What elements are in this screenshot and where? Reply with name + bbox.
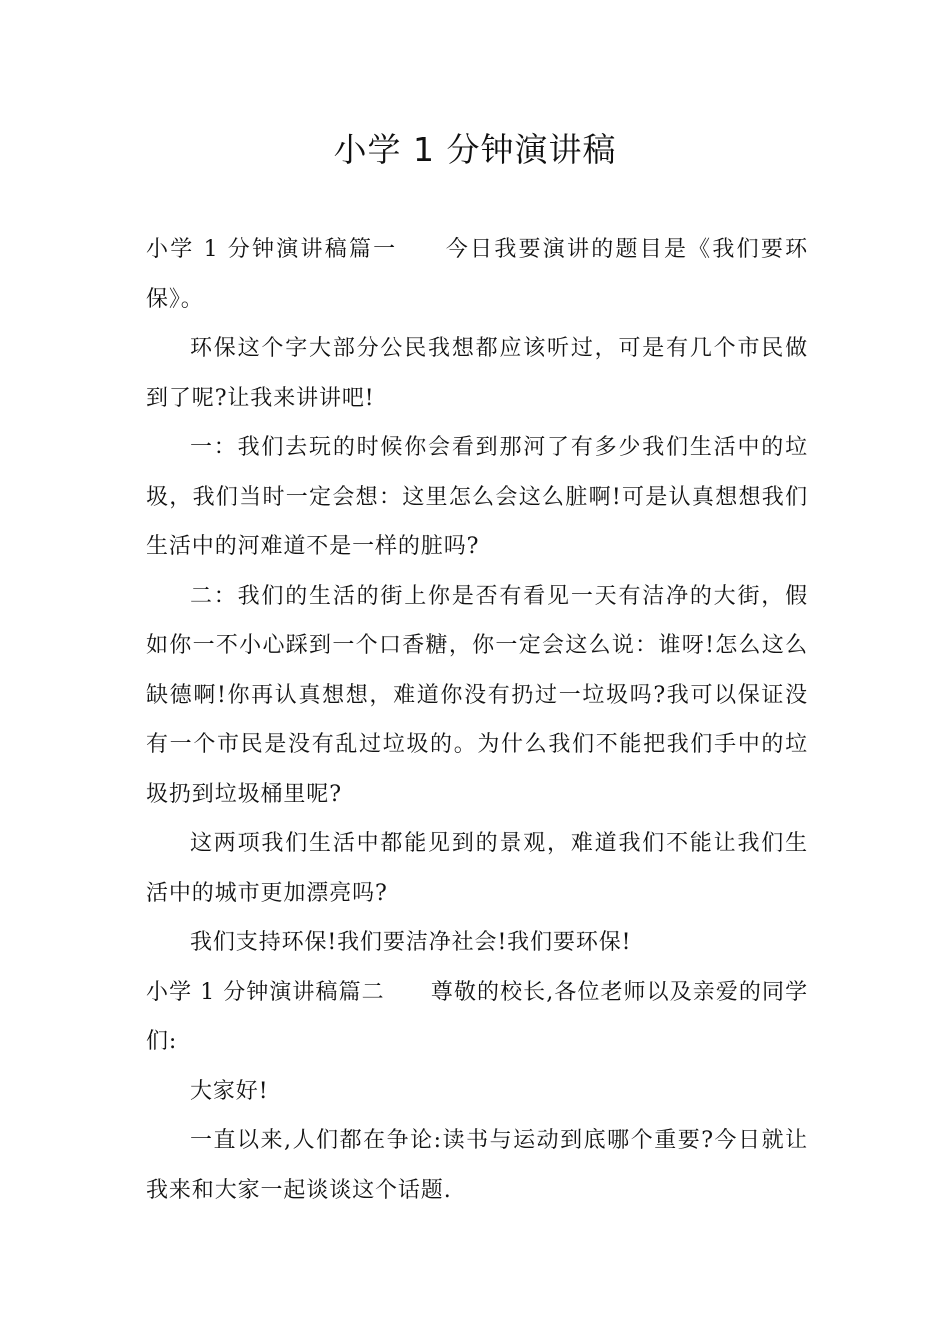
paragraph-section-one-heading: 小学 1 分钟演讲稿篇一 今日我要演讲的题目是《我们要环保》。 xyxy=(146,237,808,312)
document-body xyxy=(146,225,808,1215)
paragraph: 大家好! xyxy=(190,1078,269,1104)
paragraph: 一：我们去玩的时候你会看到那河了有多少我们生活中的垃圾，我们当时一定会想：这里怎么会这么脏啊!可是认真想想我们生活中的河难道不是一样的脏吗? xyxy=(146,435,808,559)
paragraph: 二：我们的生活的街上你是否有看见一天有洁净的大街，假如你一不小心踩到一个口香糖，你一定会这么说：谁呀!怎么这么缺德啊!你再认真想想，难道你没有扔过一垃圾吗?我可以保证没有一个市民是没有乱过垃圾的。为什么我们不能把我们手中的垃圾扔到垃圾桶里呢? xyxy=(146,583,808,807)
paragraph-section-two-heading: 小学 1 分钟演讲稿篇二 尊敬的校长,各位老师以及亲爱的同学们: xyxy=(146,979,808,1054)
paragraph: 我们支持环保!我们要洁净社会!我们要环保! xyxy=(190,930,632,955)
paragraph: 这两项我们生活中都能见到的景观，难道我们不能让我们生活中的城市更加漂亮吗? xyxy=(146,831,808,906)
document-title: 小学 1 分钟演讲稿 xyxy=(333,130,617,169)
paragraph: 一直以来,人们都在争论:读书与运动到底哪个重要?今日就让我来和大家一起谈谈这个话题. xyxy=(146,1128,808,1203)
paragraph: 环保这个字大部分公民我想都应该听过，可是有几个市民做到了呢?让我来讲讲吧! xyxy=(146,336,808,411)
